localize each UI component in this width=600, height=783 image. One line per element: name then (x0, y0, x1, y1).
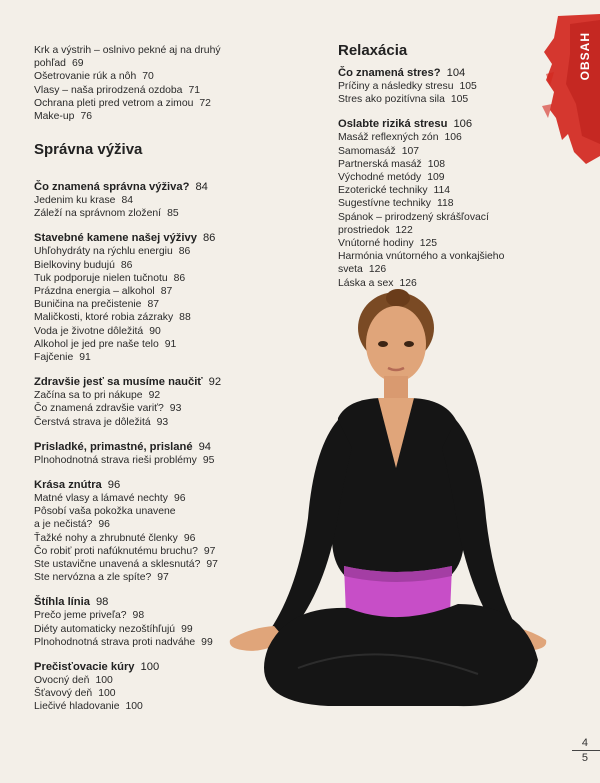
toc-entry-text: Tuk podporuje nielen tučnotu (34, 272, 168, 284)
toc-entry-text: Ochrana pleti pred vetrom a zimou (34, 97, 194, 109)
toc-entry (34, 687, 221, 700)
toc-entry (338, 171, 510, 184)
toc-page-number: 106 (453, 118, 473, 131)
toc-entry-text: Zdravšie jesť sa musíme naučiť (34, 376, 203, 389)
toc-entry-text: Voda je životne dôležitá (34, 325, 144, 337)
toc-entry-text: Plnohodnotná strava rieši problémy (34, 454, 197, 466)
toc-entry (34, 70, 227, 83)
toc-page-number: 122 (395, 224, 413, 236)
toc-entry (34, 194, 221, 207)
toc-page-number: 96 (183, 532, 196, 544)
toc-entry (34, 259, 221, 272)
toc-page-number: 100 (98, 688, 116, 700)
continued-entries (34, 44, 227, 123)
toc-entry (338, 93, 510, 106)
toc-entry (34, 389, 221, 402)
nutrition-groups (34, 180, 221, 725)
toc-page-number: 86 (202, 232, 216, 245)
toc-entry (338, 131, 510, 144)
toc-entry-text: Uhľohydráty na rýchlu energiu (34, 246, 173, 258)
toc-entry (34, 700, 221, 713)
toc-page-number: 69 (71, 58, 84, 70)
toc-entry (34, 571, 221, 584)
toc-page-number: 86 (120, 259, 133, 271)
toc-entry-text: Harmónia vnútorného a vonkajšieho (338, 251, 505, 263)
toc-entry-text: Ovocný deň (34, 675, 90, 687)
toc-entry-text: Pôsobí vaša pokožka unavene (34, 506, 176, 518)
toc-entry-text: Prázdna energia – alkohol (34, 286, 155, 298)
toc-group (34, 180, 221, 220)
toc-entry (34, 454, 221, 467)
toc-entry-text: Prečo jeme priveľa? (34, 610, 127, 622)
section-title-nutrition: Správna výživa (34, 141, 143, 158)
toc-entry (34, 402, 221, 415)
toc-page-number: 72 (199, 97, 211, 109)
toc-entry-text: Plnohodnotná strava proti nadváhe (34, 636, 196, 648)
toc-page-number: 85 (167, 208, 179, 220)
toc-page-number: 106 (444, 132, 462, 144)
toc-entry (34, 636, 221, 649)
toc-entry-text: Štíhla línia (34, 596, 90, 609)
toc-entry-text: Východné metódy (338, 172, 422, 184)
toc-entry-text: Láska a sex (338, 277, 394, 289)
toc-entry-text: Prečisťovacie kúry (34, 661, 135, 674)
toc-page-number: 86 (173, 272, 186, 284)
toc-entry (34, 505, 221, 518)
toc-entry-text: prostriedok (338, 224, 390, 236)
toc-page-number: 109 (427, 172, 445, 184)
toc-entry (338, 224, 510, 237)
toc-entry (34, 558, 221, 571)
toc-group (34, 231, 221, 364)
toc-page-number: 100 (140, 661, 160, 674)
toc-entry-text: pohľad (34, 58, 66, 70)
toc-group-title (34, 478, 221, 492)
toc-page-number: 84 (195, 181, 208, 193)
toc-entry (338, 80, 510, 93)
toc-page-number: 95 (202, 454, 215, 466)
toc-entry (34, 492, 221, 505)
toc-page-number: 105 (459, 81, 477, 92)
toc-entry (34, 272, 221, 285)
toc-page-number: 98 (95, 596, 109, 609)
toc-group (34, 595, 221, 649)
toc-page-number: 100 (125, 701, 143, 713)
toc-page-number: 114 (433, 185, 451, 197)
toc-entry-text: Bielkoviny budujú (34, 259, 115, 271)
toc-page-number: 71 (188, 84, 201, 96)
obsah-tab (540, 14, 600, 164)
toc-page-number: 99 (201, 636, 213, 648)
toc-entry (338, 158, 510, 171)
toc-group (338, 117, 510, 289)
toc-page-number: 88 (179, 312, 191, 324)
toc-entry-text: Začína sa to pri nákupe (34, 390, 143, 402)
toc-entry-text: Alkohol je jed pre naše telo (34, 338, 159, 350)
toc-entry-text: Make-up (34, 111, 75, 123)
toc-entry-text: Oslabte riziká stresu (338, 118, 448, 131)
toc-group (338, 66, 510, 106)
toc-page-number: 97 (206, 559, 218, 571)
toc-entry (338, 263, 510, 276)
toc-page-number: 91 (79, 352, 91, 364)
toc-page-number: 96 (107, 479, 121, 492)
toc-page-number: 126 (368, 264, 387, 276)
toc-entry (34, 325, 221, 338)
toc-group-title (34, 440, 221, 454)
page-number-divider (572, 750, 600, 751)
tab-label: OBSAH (578, 32, 592, 81)
toc-page-number: 70 (142, 71, 154, 83)
toc-entry (338, 197, 510, 210)
toc-entry (34, 245, 221, 258)
toc-page-number: 87 (147, 299, 160, 311)
toc-entry (34, 97, 227, 110)
toc-page-number: 97 (203, 545, 216, 557)
toc-entry-text: Fajčenie (34, 352, 74, 364)
yoga-woman-photo (228, 288, 548, 713)
toc-page-number: 107 (401, 145, 420, 157)
toc-entry (34, 623, 221, 636)
toc-entry-text: Samomasáž (338, 145, 396, 157)
toc-entry (34, 545, 221, 558)
toc-entry (34, 44, 227, 57)
toc-entry-text: Ezoterické techniky (338, 185, 428, 197)
page-number-right: 5 (581, 752, 588, 764)
toc-entry-text: Matné vlasy a lámavé nechty (34, 493, 168, 505)
toc-entry-text: Ťažké nohy a zhrubnuté členky (34, 532, 178, 544)
toc-entry-text: Krása znútra (34, 479, 102, 492)
toc-entry (34, 298, 221, 311)
toc-entry (338, 184, 510, 197)
toc-entry-text: Krk a výstrih – oslnivo pekné aj na druhý (34, 45, 221, 56)
toc-entry (34, 338, 221, 351)
toc-entry (338, 250, 510, 263)
toc-group-title (34, 375, 221, 389)
toc-group (34, 478, 221, 584)
toc-page-number: 90 (149, 325, 161, 337)
toc-entry-text: Čo znamená zdravšie variť? (34, 403, 164, 415)
toc-page-number: 105 (450, 94, 469, 106)
toc-group-title (338, 66, 510, 80)
toc-entry-text: Vlasy – naša prirodzená ozdoba (34, 84, 183, 96)
toc-entry-text: Ste nervózna a zle spíte? (34, 572, 152, 584)
toc-entry-text: Buničina na prečistenie (34, 299, 142, 311)
toc-entry (34, 532, 221, 545)
toc-entry-text: Stavebné kamene našej výživy (34, 232, 197, 245)
toc-entry (34, 416, 221, 429)
toc-group-title (34, 180, 221, 194)
toc-entry-text: Čo robiť proti nafúknutému bruchu? (34, 545, 198, 557)
toc-page-number: 104 (446, 67, 466, 79)
toc-entry (34, 674, 221, 687)
toc-entry (34, 351, 221, 364)
toc-page-number: 99 (181, 623, 193, 635)
toc-page-number: 92 (208, 376, 222, 389)
toc-entry-text: Čo znamená stres? (338, 67, 441, 79)
page-number-left: 4 (581, 737, 588, 749)
toc-entry-text: Ste ustavične unavená a sklesnutá? (34, 559, 201, 571)
toc-page-number: 84 (121, 195, 133, 206)
toc-group-title (34, 595, 221, 609)
toc-page-number: 126 (399, 277, 417, 289)
toc-entry (34, 311, 221, 324)
toc-entry (34, 285, 221, 298)
toc-group-title (34, 231, 221, 245)
toc-entry-text: Šťavový deň (34, 688, 93, 700)
toc-entry (34, 609, 221, 622)
toc-group-title (338, 117, 510, 131)
toc-entry-text: Čo znamená správna výživa? (34, 181, 190, 193)
toc-entry-text: Prisladké, primastné, prislané (34, 440, 193, 453)
toc-page-number: 86 (178, 246, 191, 258)
toc-page-number: 97 (157, 572, 169, 584)
toc-entry-text: Vnútorné hodiny (338, 238, 414, 250)
toc-page-number: 96 (174, 493, 186, 505)
toc-entry-text: Masáž reflexných zón (338, 132, 439, 144)
toc-entry (34, 57, 227, 70)
toc-entry-text: Diéty automaticky nezoštíhľujú (34, 623, 176, 635)
toc-group (34, 440, 221, 467)
toc-page-number: 100 (95, 675, 113, 687)
toc-page-number: 118 (437, 198, 454, 210)
toc-entry-text: Sugestívne techniky (338, 198, 431, 210)
toc-entry (34, 207, 221, 220)
toc-page-number: 108 (427, 158, 446, 170)
toc-page-number: 96 (98, 519, 110, 531)
toc-page-number: 87 (160, 286, 173, 298)
toc-entry (34, 518, 221, 531)
toc-page-number: 125 (419, 238, 438, 250)
toc-entry (34, 84, 227, 97)
toc-page-number: 92 (148, 390, 161, 402)
toc-entry (338, 145, 510, 158)
toc-page-number: 76 (80, 111, 92, 123)
toc-page-number: 94 (198, 440, 212, 453)
toc-entry-text: Liečivé hladovanie (34, 701, 120, 713)
toc-entry (338, 211, 510, 224)
toc-entry-text: a je nečistá? (34, 519, 93, 531)
toc-group (34, 660, 221, 714)
toc-entry-text: Záleží na správnom zložení (34, 208, 162, 220)
toc-entry-text: Spánok – prirodzený skrášľovací (338, 211, 489, 223)
toc-entry-text: Jedenim ku krase (34, 195, 116, 206)
toc-page-number: 93 (156, 416, 169, 428)
toc-page-number: 91 (164, 338, 177, 350)
toc-entry-text: Maličkosti, ktoré robia zázraky (34, 312, 174, 324)
toc-group-title (34, 660, 221, 674)
relaxation-groups (338, 66, 510, 301)
toc-group (34, 375, 221, 429)
toc-page-number: 93 (169, 403, 182, 415)
toc-entry-text: Stres ako pozitívna sila (338, 94, 445, 106)
toc-entry (34, 110, 227, 123)
toc-entry (338, 237, 510, 250)
toc-entry-text: Ošetrovanie rúk a nôh (34, 71, 137, 83)
toc-entry-text: Čerstvá strava je dôležitá (34, 416, 151, 428)
toc-entry-text: Príčiny a následky stresu (338, 81, 454, 92)
toc-entry-text: sveta (338, 264, 363, 276)
toc-page-number: 98 (132, 610, 145, 622)
toc-entry-text: Partnerská masáž (338, 158, 422, 170)
section-title-relaxation: Relaxácia (338, 42, 408, 59)
